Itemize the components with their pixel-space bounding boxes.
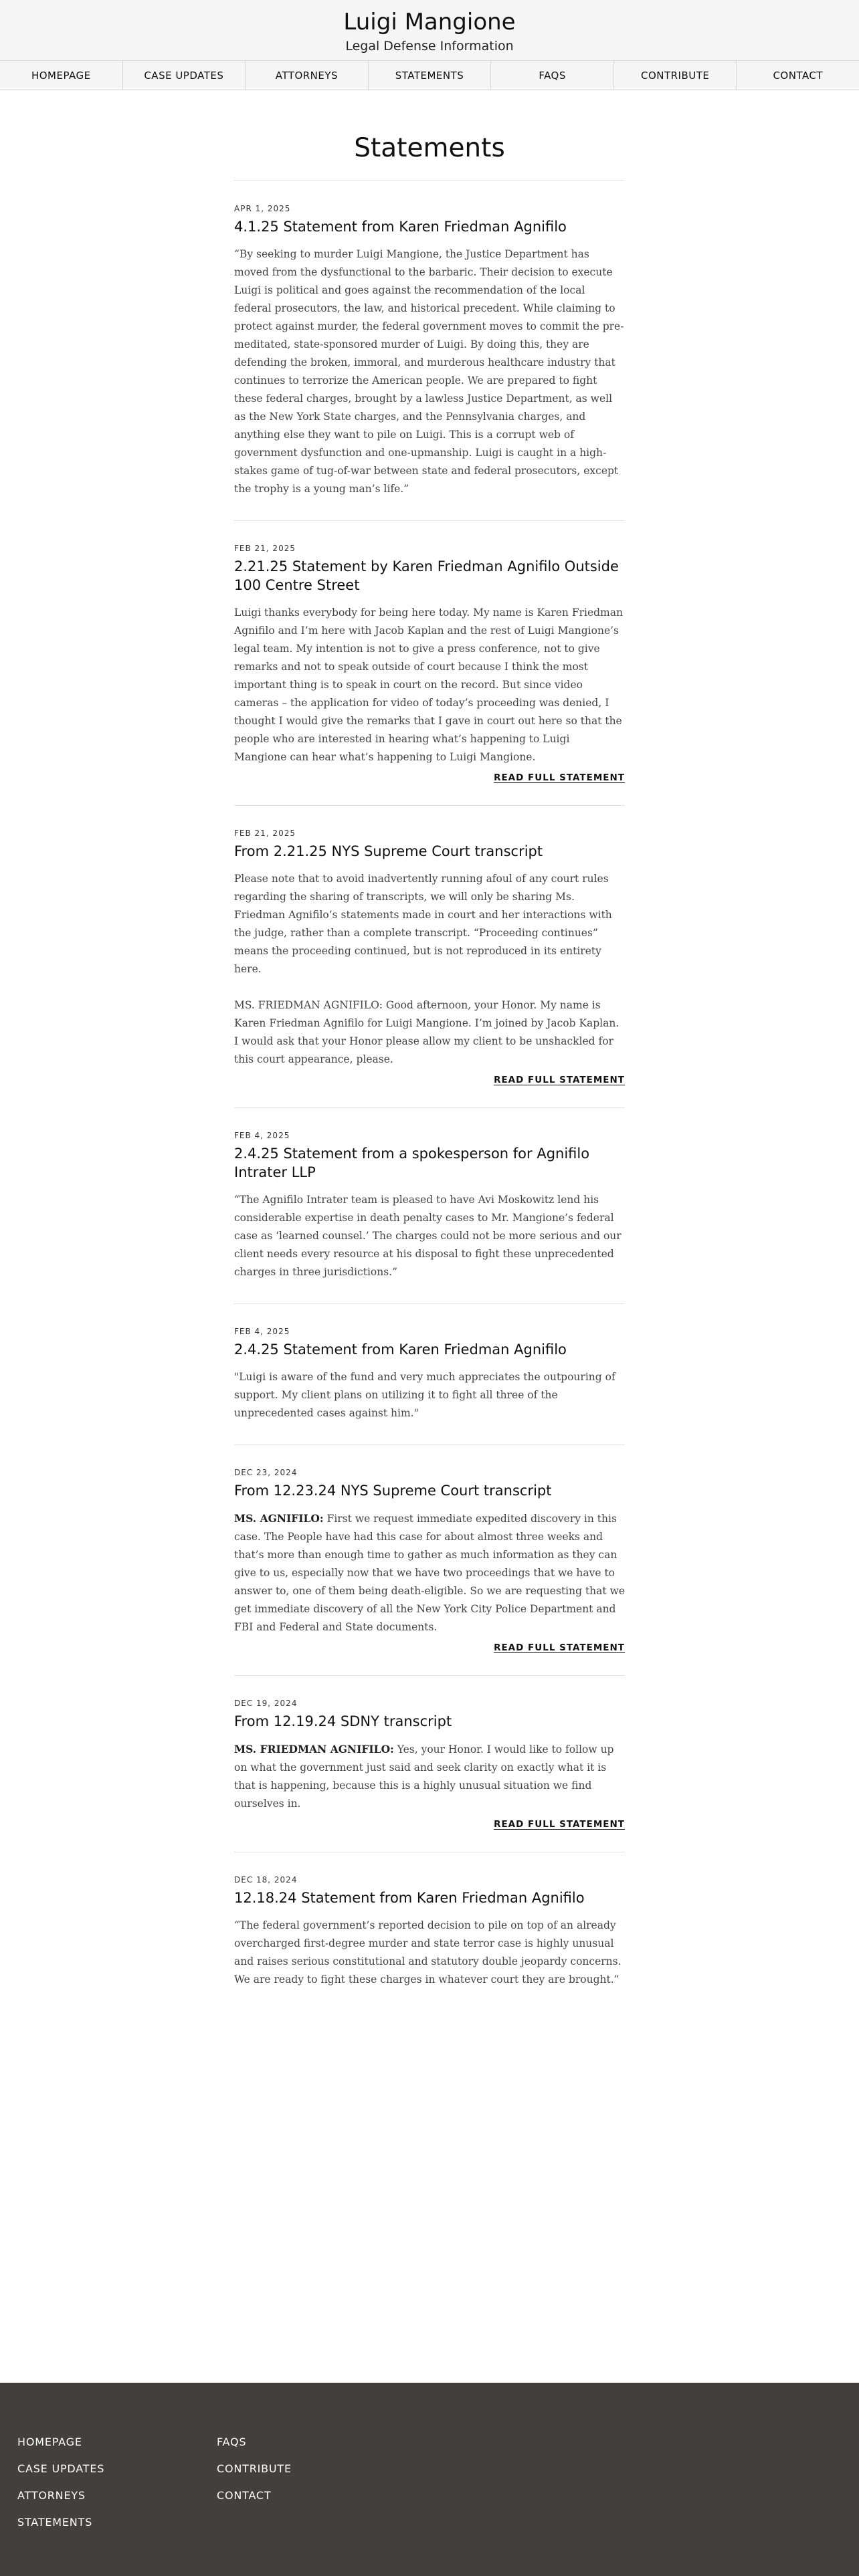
footer-column-2 — [217, 2436, 292, 2516]
statement-paragraph — [234, 1368, 625, 1422]
statement-entry — [234, 543, 625, 806]
statement-date: APR 1, 2025 — [234, 204, 291, 213]
footer-link-case-updates[interactable]: CASE UPDATES — [17, 2462, 105, 2475]
statement-paragraph — [234, 1509, 625, 1636]
nav-homepage[interactable]: HOMEPAGE — [0, 61, 123, 90]
statement-body — [234, 870, 625, 1069]
statement-paragraph — [234, 245, 625, 498]
statement-paragraph — [234, 1740, 625, 1813]
statement-entry — [234, 1130, 625, 1304]
read-full-statement-link[interactable]: READ FULL STATEMENT — [494, 1642, 625, 1653]
paragraph-text: First we request immediate expedited discovery in this case. The People have had this case for about almost three weeks and that’s more than enough time to gather as much information as they can give to us, especially now that we have two proceedings that we have to answer to, one of them being death-eligible. So we are requesting that we get immediate discovery of all the New York City Police Department and FBI and Federal and State documents. — [234, 1513, 626, 1633]
statement-body — [234, 604, 625, 766]
statements-list — [234, 203, 625, 2011]
footer-column-1 — [17, 2436, 104, 2543]
nav-contact[interactable]: CONTACT — [773, 69, 824, 82]
statement-entry — [234, 1467, 625, 1676]
statement-date: FEB 4, 2025 — [234, 1327, 290, 1336]
paragraph-text: "Luigi is aware of the fund and very much appreciates the outpouring of support. My client plans on utilizing it to fight all three of the unprecedented cases against him." — [234, 1371, 615, 1419]
statement-entry — [234, 1698, 625, 1852]
statement-date: DEC 23, 2024 — [234, 1468, 298, 1477]
page-title: Statements — [234, 132, 625, 181]
speaker-label: MS. AGNIFILO: — [234, 1512, 324, 1525]
footer-link-contribute[interactable]: CONTRIBUTE — [217, 2462, 292, 2475]
nav-case-updates[interactable]: CASE UPDATES — [123, 61, 246, 90]
statement-entry — [234, 1874, 625, 2011]
read-full-statement-link[interactable]: READ FULL STATEMENT — [494, 1819, 625, 1830]
footer-link-faqs[interactable]: FAQS — [217, 2436, 247, 2448]
statement-body — [234, 1740, 625, 1813]
paragraph-text: Please note that to avoid inadvertently running afoul of any court rules regarding the sharing of transcripts, we will only be sharing Ms. Friedman Agnifilo’s statements made in court and her interactions with the judge, rather than a complete transcript. “Proceeding continues” means the proceeding continued, but is not reproduced in its entirety here. — [234, 873, 612, 975]
statement-paragraph — [234, 1191, 625, 1281]
statement-entry — [234, 828, 625, 1108]
statement-date: FEB 21, 2025 — [234, 544, 296, 553]
statement-date: FEB 4, 2025 — [234, 1131, 290, 1140]
statement-date: FEB 21, 2025 — [234, 829, 296, 838]
statement-title[interactable]: 12.18.24 Statement from Karen Friedman Agnifilo — [234, 1890, 585, 1906]
paragraph-text: “By seeking to murder Luigi Mangione, the Justice Department has moved from the dysfunctional to the barbaric. Their decision to execute Luigi is political and goes against the recommendation of the local federal prosecutors, the law, and historical precedent. While claiming to protect against murder, the federal government moves to commit the pre-meditated, state-sponsored murder of Luigi. By doing this, they are defending the broken, immoral, and murderous healthcare industry that continues to terrorize the American people. We are prepared to fight these federal charges, brought by a lawless Justice Department, as well as the New York State charges, and the Pennsylvania charges, and anything else they want to pile on Luigi. This is a corrupt web of government dysfunction and one-upmanship. Luigi is caught in a high-stakes game of tug-of-war between state and federal prosecutors, except the trophy is a young man’s life.” — [234, 248, 624, 495]
statement-date: DEC 19, 2024 — [234, 1699, 298, 1708]
statement-body — [234, 1917, 625, 1989]
footer-link-attorneys[interactable]: ATTORNEYS — [17, 2489, 86, 2502]
paragraph-text: Yes, your Honor. I would like to follow up on what the government just said and seek clarity on exactly what it is that is happening, because this is a highly unusual situation we find ourselves in. — [234, 1743, 614, 1810]
statement-body — [234, 245, 625, 498]
statement-paragraph — [234, 870, 625, 978]
paragraph-text: Luigi thanks everybody for being here today. My name is Karen Friedman Agnifilo and I’m here with Jacob Kaplan and the rest of Luigi Mangione’s legal team. My intention is not to give a press conference, not to give remarks and not to speak outside of court because I think the most important thing is to speak in court on the record. But since video cameras – the application for video of today’s proceeding was denied, I thought I would give the remarks that I gave in court out here so that the people who are interested in hearing what’s happening to Luigi Mangione can hear what’s happening to Luigi Mangione. — [234, 607, 623, 763]
site-tagline: Legal Defense Information — [345, 39, 514, 53]
statement-body — [234, 1191, 625, 1281]
statement-body — [234, 1509, 625, 1636]
site-header — [0, 0, 859, 60]
statement-title[interactable]: 2.21.25 Statement by Karen Friedman Agnifilo Outside 100 Centre Street — [234, 558, 619, 593]
read-full-statement-link[interactable]: READ FULL STATEMENT — [494, 772, 625, 783]
statement-date: DEC 18, 2024 — [234, 1875, 298, 1885]
speaker-label: MS. FRIEDMAN AGNIFILO: — [234, 1743, 394, 1755]
paragraph-text: “The federal government’s reported decision to pile on top of an already overcharged first-degree murder and state terror case is highly unusual and raises serious constitutional and statutory double jeopardy concerns. We are ready to fight these charges in whatever court they are brought.” — [234, 1919, 622, 1985]
statement-title[interactable]: 4.1.25 Statement from Karen Friedman Agnifilo — [234, 219, 567, 235]
site-title[interactable]: Luigi Mangione — [343, 9, 516, 35]
statement-title[interactable]: 2.4.25 Statement from Karen Friedman Agnifilo — [234, 1341, 567, 1358]
footer-link-contact[interactable]: CONTACT — [217, 2489, 272, 2502]
statement-title[interactable]: From 2.21.25 NYS Supreme Court transcript — [234, 843, 543, 859]
statement-body — [234, 1368, 625, 1422]
nav-attorneys[interactable]: ATTORNEYS — [246, 61, 369, 90]
statement-paragraph — [234, 1917, 625, 1989]
statement-paragraph — [234, 996, 625, 1069]
site-footer — [0, 2383, 859, 2576]
statement-entry — [234, 203, 625, 521]
statement-paragraph — [234, 604, 625, 766]
footer-link-homepage[interactable]: HOMEPAGE — [17, 2436, 82, 2448]
main-content — [234, 90, 625, 2011]
statement-title[interactable]: From 12.19.24 SDNY transcript — [234, 1713, 452, 1729]
paragraph-text: “The Agnifilo Intrater team is pleased to have Avi Moskowitz lend his considerable expertise in death penalty cases to Mr. Mangione’s federal case as ‘learned counsel.’ The charges could not be more serious and our client needs every resource at his disposal to fight these unprecedented charges in three jurisdictions.” — [234, 1194, 622, 1278]
nav-faqs[interactable]: FAQS — [491, 61, 614, 90]
read-full-statement-link[interactable]: READ FULL STATEMENT — [494, 1075, 625, 1085]
paragraph-text: MS. FRIEDMAN AGNIFILO: Good afternoon, your Honor. My name is Karen Friedman Agnifilo for Luigi Mangione. I’m joined by Jacob Kaplan. I would ask that your Honor please allow my client to be unshackled for this court appearance, please. — [234, 999, 619, 1065]
statement-title[interactable]: 2.4.25 Statement from a spokesperson for Agnifilo Intrater LLP — [234, 1146, 590, 1180]
nav-contribute[interactable]: CONTRIBUTE — [614, 61, 737, 90]
main-nav — [0, 60, 859, 90]
footer-link-statements[interactable]: STATEMENTS — [17, 2516, 93, 2529]
statement-title[interactable]: From 12.23.24 NYS Supreme Court transcript — [234, 1483, 552, 1499]
statement-entry — [234, 1326, 625, 1445]
nav-statements[interactable]: STATEMENTS — [369, 61, 492, 90]
